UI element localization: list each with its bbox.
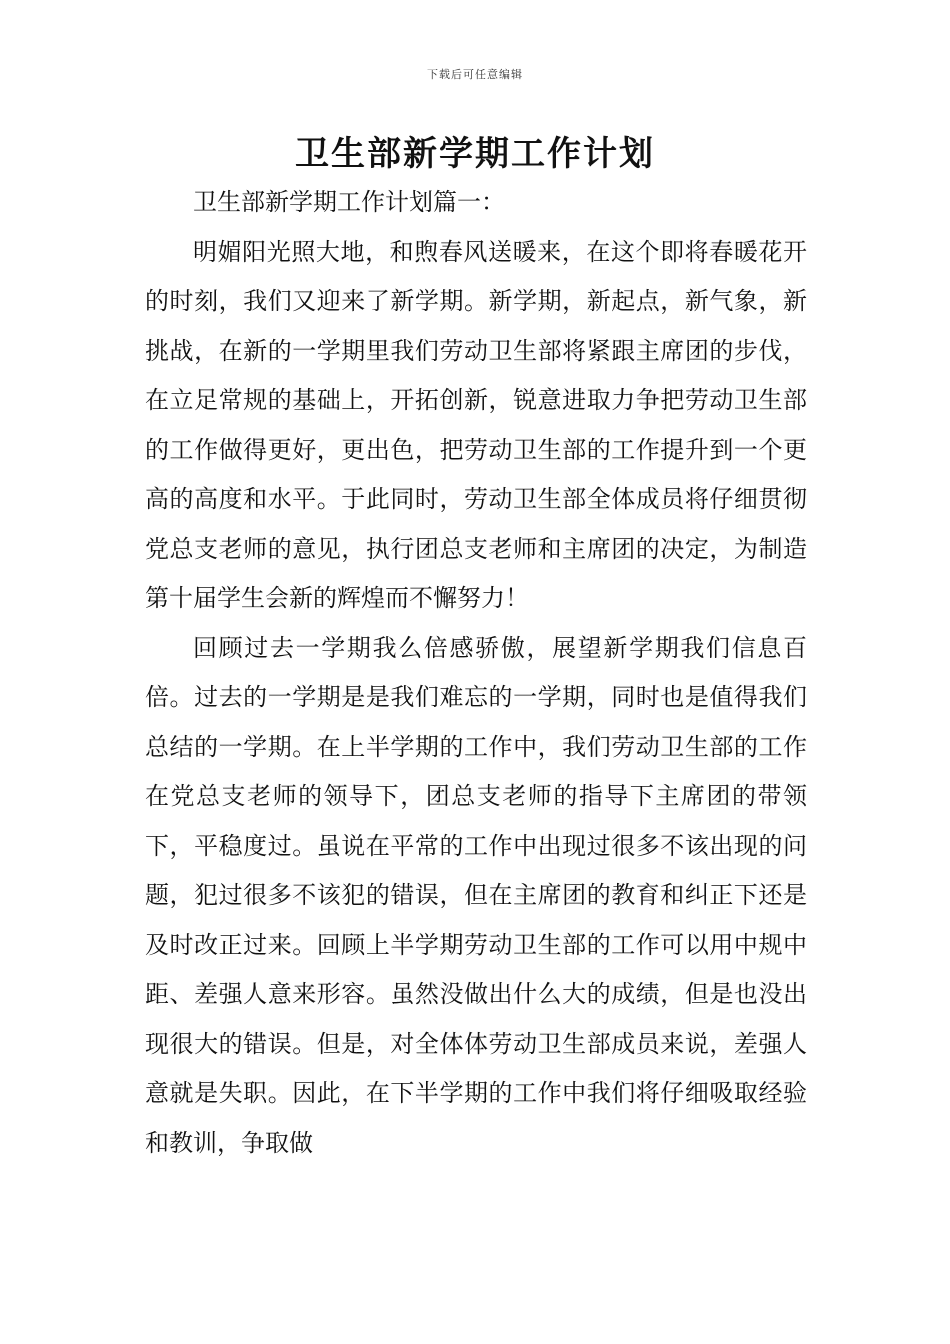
body-paragraph: 回顾过去一学期我么倍感骄傲，展望新学期我们信息百倍。过去的一学期是是我们难忘的一学期，同时也是值得我们总结的一学期。在上半学期的工作中，我们劳动卫生部的工作在党总支老师的领导下，团总支老师的指导下主席团的带领下，平稳度过。虽说在平常的工作中出现过很多不该出现的问题，犯过很多不该犯的错误，但在主席团的教育和纠正下还是及时改正过来。回顾上半学期劳动卫生部的工作可以用中规中距、差强人意来形容。虽然没做出什么大的成绩，但是也没出现很大的错误。但是，对全体体劳动卫生部成员来说，差强人意就是失职。因此，在下半学期的工作中我们将仔细吸取经验和教训，争取做 [145,633,807,1157]
document-body [145,178,807,1168]
document-title: 卫生部新学期工作计划 [295,134,655,174]
section-subheading: 卫生部新学期工作计划篇一： [193,188,505,216]
header-note: 下载后可任意编辑 [427,68,523,81]
body-paragraph: 明媚阳光照大地，和煦春风送暖来，在这个即将春暖花开的时刻，我们又迎来了新学期。新学期，新起点，新气象，新挑战，在新的一学期里我们劳动卫生部将紧跟主席团的步伐，在立足常规的基础上，开拓创新，锐意进取力争把劳动卫生部的工作做得更好，更出色，把劳动卫生部的工作提升到一个更高的高度和水平。于此同时，劳动卫生部全体成员将仔细贯彻党总支老师的意见，执行团总支老师和主席团的决定，为制造第十届学生会新的辉煌而不懈努力！ [145,237,807,612]
